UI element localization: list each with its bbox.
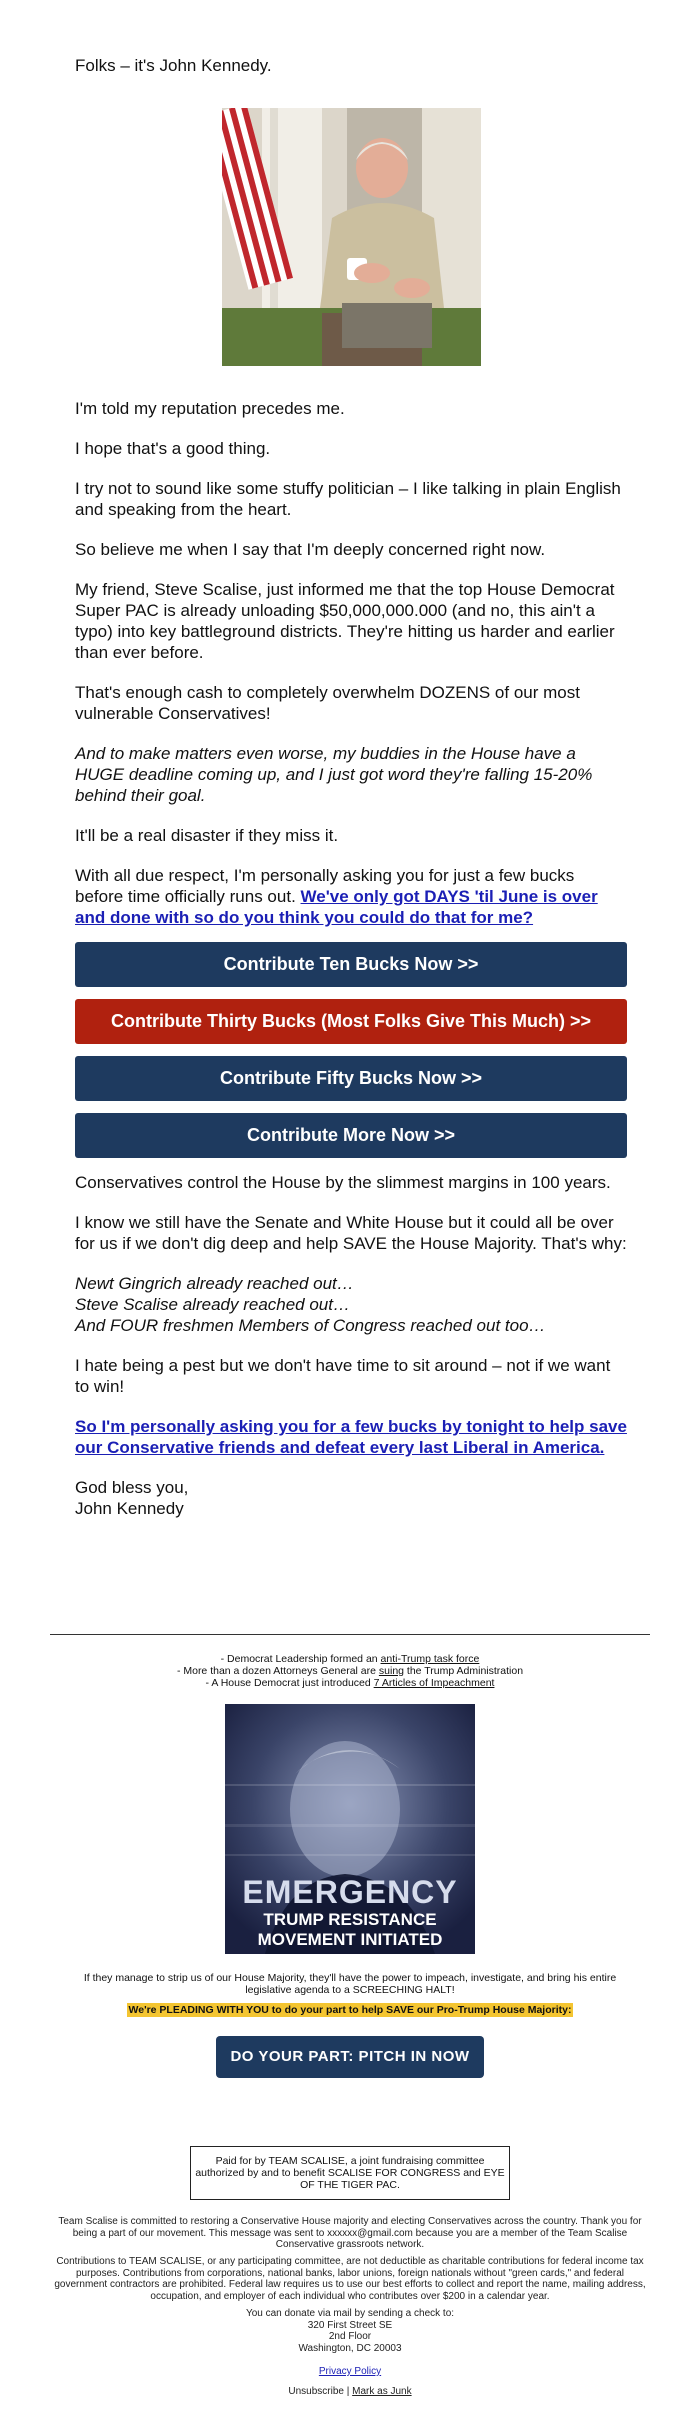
unsubscribe-line bbox=[52, 2386, 648, 2398]
paragraph-italic bbox=[75, 743, 627, 806]
italic-list bbox=[75, 1273, 627, 1336]
bullet-line bbox=[0, 1665, 700, 1677]
paragraph: My friend, Steve Scalise, just informed me that the top House Democrat Super PAC is already unloading $50,000,000.000 (and no, this ain't a typo) into key battleground districts. They're hitting us harder and earlier than ever before. bbox=[75, 580, 615, 662]
paragraph: So believe me when I say that I'm deeply concerned right now. bbox=[75, 540, 546, 559]
ask-paragraph bbox=[75, 865, 627, 928]
bullet-text: - A House Democrat just introduced bbox=[205, 1677, 374, 1689]
final-ask-link[interactable]: So I'm personally asking you for a few bucks by tonight to help save our Conservative friends and defeat every last Liberal in America. bbox=[75, 1417, 627, 1457]
footer-divider bbox=[50, 1634, 650, 1635]
impeachment-link[interactable]: 7 Articles of Impeachment bbox=[373, 1677, 495, 1689]
bullet-text: - Democrat Leadership formed an bbox=[220, 1653, 381, 1665]
kennedy-photo bbox=[222, 108, 481, 366]
paragraph: I hope that's a good thing. bbox=[75, 439, 271, 458]
contribute-fifty-button[interactable]: Contribute Fifty Bucks Now >> bbox=[75, 1056, 627, 1101]
emergency-graphic[interactable] bbox=[225, 1704, 475, 1954]
italic-text: And to make matters even worse, my buddies in the House have a HUGE deadline coming up, and I just got word they're falling 15-20% behind their goal. bbox=[75, 744, 593, 805]
contribute-more-button[interactable]: Contribute More Now >> bbox=[75, 1113, 627, 1158]
signoff-block bbox=[75, 1477, 627, 1519]
paid-for-box: Paid for by TEAM SCALISE, a joint fundraising committee authorized by and to benefit SCALISE FOR CONGRESS and EYE OF THE TIGER PAC. bbox=[190, 2146, 510, 2200]
paragraph: I hate being a pest but we don't have time to sit around – not if we want to win! bbox=[75, 1356, 611, 1396]
signoff: God bless you, bbox=[75, 1478, 189, 1497]
signature: John Kennedy bbox=[75, 1499, 184, 1518]
footer-bullets bbox=[0, 1653, 700, 1689]
mail-block bbox=[52, 2308, 648, 2354]
pitch-in-button[interactable]: DO YOUR PART: PITCH IN NOW bbox=[216, 2036, 484, 2078]
final-ask bbox=[75, 1416, 627, 1458]
separator: | bbox=[346, 2386, 350, 2397]
mail-intro: You can donate via mail by sending a check to: bbox=[245, 2308, 455, 2319]
email-body bbox=[75, 0, 627, 1538]
mark-junk-link[interactable]: Mark as Junk bbox=[352, 2386, 412, 2397]
bullet-line bbox=[0, 1677, 700, 1689]
warning-text: If they manage to strip us of our House Majority, they'll have the power to impeach, investigate, and bring his entire legislative agenda to a SCREECHING HALT! bbox=[83, 1972, 617, 1996]
italic-line: And FOUR freshmen Members of Congress reached out too… bbox=[75, 1316, 546, 1335]
greeting: Folks – it's John Kennedy. bbox=[75, 56, 272, 75]
address-line: 320 First Street SE bbox=[307, 2319, 393, 2331]
paragraph: I'm told my reputation precedes me. bbox=[75, 399, 345, 418]
paragraph: Conservatives control the House by the slimmest margins in 100 years. bbox=[75, 1173, 611, 1192]
suing-link[interactable]: suing bbox=[378, 1665, 404, 1677]
bullet-text: the Trump Administration bbox=[404, 1665, 524, 1677]
highlight-text: We're PLEADING WITH YOU to do your part to help SAVE our Pro-Trump House Majority: bbox=[128, 2004, 572, 2016]
paragraph: I know we still have the Senate and White House but it could all be over for us if we don't dig deep and help SAVE the House Majority. That's why: bbox=[75, 1213, 627, 1253]
italic-line: Newt Gingrich already reached out… bbox=[75, 1274, 354, 1293]
paragraph: It'll be a real disaster if they miss it. bbox=[75, 826, 339, 845]
bullet-text: - More than a dozen Attorneys General are bbox=[176, 1665, 379, 1677]
highlight-line bbox=[60, 2004, 640, 2016]
privacy-line bbox=[52, 2366, 648, 2378]
legal-text: Contributions to TEAM SCALISE, or any participating committee, are not deductible as charitable contributions for federal income tax purposes. Contributions from corporations, national banks, labor unions, foreign nationals without "green cards," and federal government contractors are prohibited. Federal law requires us to use our best efforts to collect and report the name, mailing address, occupation, and employer of each individual who contributes over $200 in a calendar year. bbox=[54, 2256, 646, 2302]
contribute-ten-button[interactable]: Contribute Ten Bucks Now >> bbox=[75, 942, 627, 987]
emergency-sub2: MOVEMENT INITIATED bbox=[257, 1930, 443, 1949]
address-line: 2nd Floor bbox=[328, 2331, 372, 2342]
privacy-policy-link[interactable]: Privacy Policy bbox=[318, 2366, 382, 2377]
commitment-text: Team Scalise is committed to restoring a Conservative House majority and electing Conservatives across the country. Thank you for being a part of our movement. This message was sent to xxxxxx@gmail.com because you are a member of the Team Scalise Conservative grassroots network. bbox=[58, 2216, 642, 2250]
address-line: Washington, DC 20003 bbox=[298, 2342, 402, 2354]
emergency-sub1: TRUMP RESISTANCE bbox=[263, 1910, 437, 1929]
ask-text: With all due respect, I'm personally asking you for just a few bucks before time officially runs out. bbox=[75, 866, 575, 906]
italic-line: Steve Scalise already reached out… bbox=[75, 1295, 350, 1314]
emergency-title: EMERGENCY bbox=[242, 1874, 458, 1910]
paragraph: That's enough cash to completely overwhelm DOZENS of our most vulnerable Conservatives! bbox=[75, 683, 580, 723]
task-force-link[interactable]: anti-Trump task force bbox=[380, 1653, 480, 1665]
paragraph: I try not to sound like some stuffy politician – I like talking in plain English and speaking from the heart. bbox=[75, 479, 621, 519]
unsubscribe-link[interactable]: Unsubscribe bbox=[288, 2386, 344, 2397]
contribute-thirty-button[interactable]: Contribute Thirty Bucks (Most Folks Give This Much) >> bbox=[75, 999, 627, 1044]
bullet-line bbox=[0, 1653, 700, 1665]
ask-link[interactable]: We've only got DAYS 'til June is over and done with so do you think you could do that for me? bbox=[75, 887, 598, 927]
